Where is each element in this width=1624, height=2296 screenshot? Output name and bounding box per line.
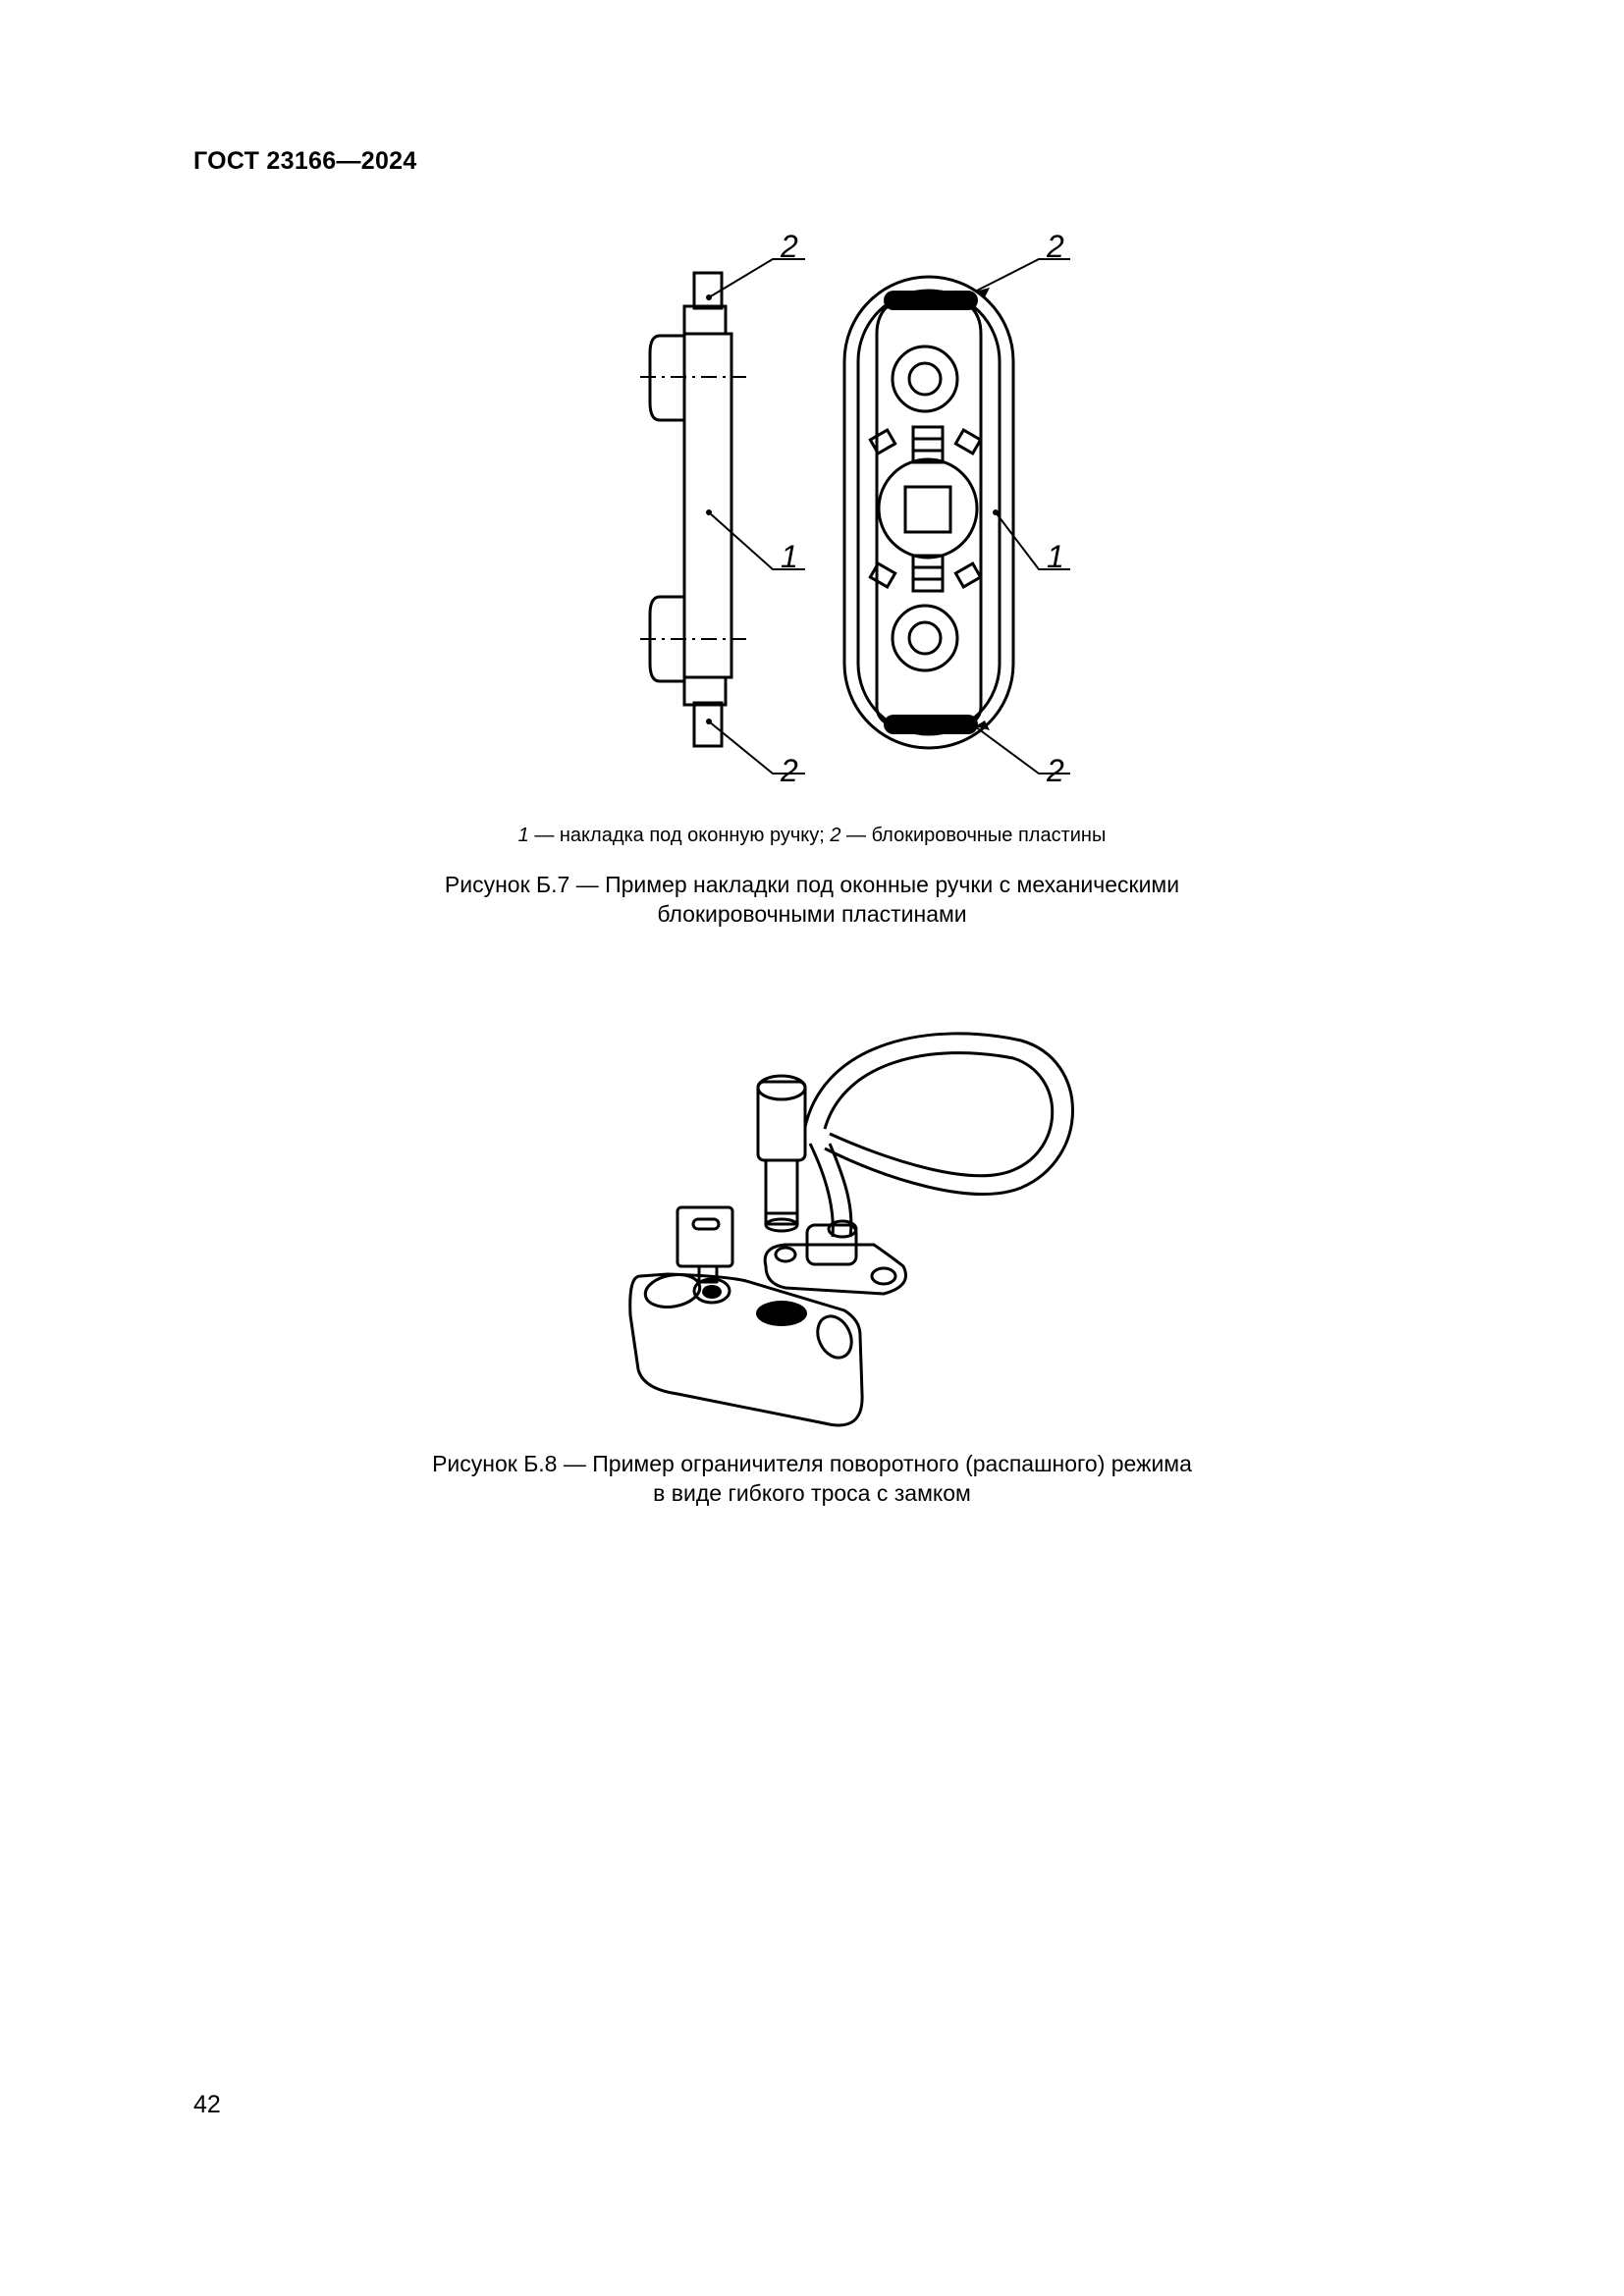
page-number: 42 [193, 2091, 221, 2118]
callout-2-front-bottom: 2 [1047, 753, 1064, 788]
legend-item1-number: 1 [517, 825, 529, 846]
figure-b7-drawing [0, 0, 1624, 815]
figure-b7-legend [0, 825, 1624, 847]
figure-b7-caption [0, 870, 1624, 929]
callout-1-front: 1 [1047, 539, 1064, 574]
figure-b7-caption-line1: Рисунок Б.7 — Пример накладки под оконные ручки с механическими [444, 872, 1180, 897]
figure-b8-caption [0, 1449, 1624, 1508]
legend-item1-text: — накладка под оконную ручку; [528, 825, 831, 846]
legend-item2-text: — блокировочные пластины [840, 825, 1107, 846]
callout-2-front-top: 2 [1047, 229, 1064, 264]
figure-b8-caption-line1: Рисунок Б.8 — Пример ограничителя поворотного (распашного) режима [432, 1451, 1192, 1476]
figure-b7-caption-line2: блокировочными пластинами [657, 901, 967, 927]
callout-2-side-bottom: 2 [781, 753, 798, 788]
document-header: ГОСТ 23166—2024 [193, 147, 417, 175]
figure-b8-drawing [0, 1011, 1624, 1443]
callout-2-side-top: 2 [781, 229, 798, 264]
callout-1-side: 1 [781, 539, 798, 574]
legend-item2-number: 2 [830, 825, 841, 846]
figure-b8-caption-line2: в виде гибкого троса с замком [653, 1480, 971, 1506]
